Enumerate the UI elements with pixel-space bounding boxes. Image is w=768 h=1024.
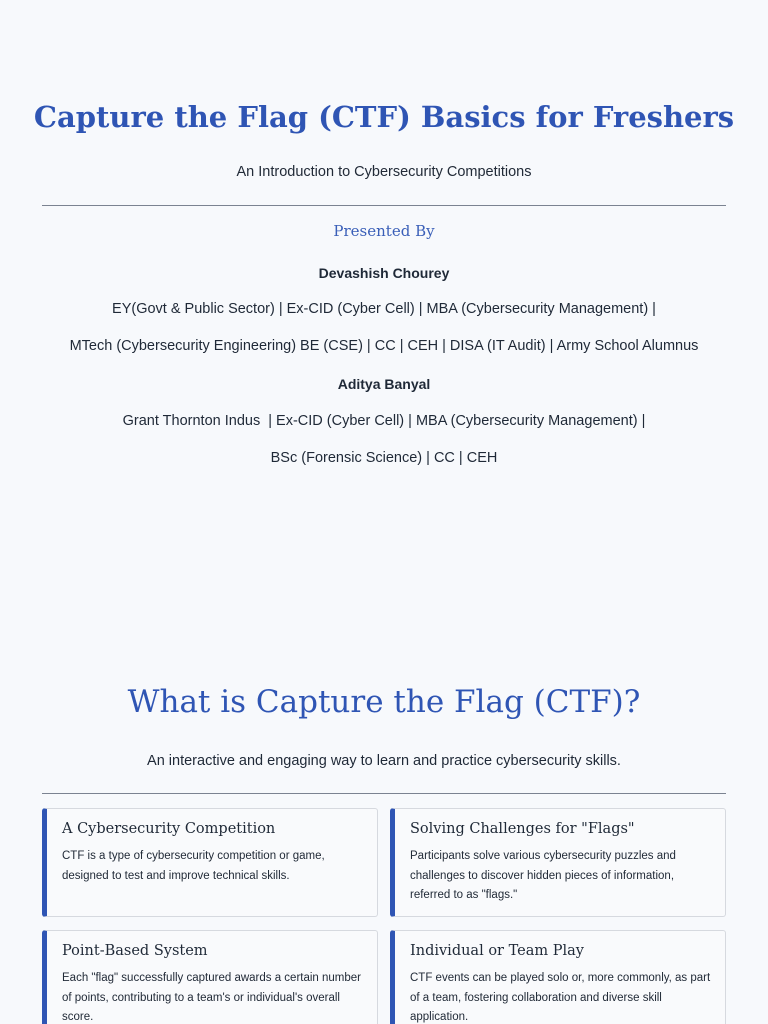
presenter-name: Aditya Banyal xyxy=(337,376,431,392)
presenter-credentials: EY(Govt & Public Sector) | Ex-CID (Cyber Cell) | MBA (Cybersecurity Management) | xyxy=(112,301,656,317)
card-text: Each "flag" successfully captured awards a certain number of points, contributing to a team's or individual's overall score. xyxy=(62,972,362,1023)
divider xyxy=(42,205,726,206)
presenter-name: Devashish Chourey xyxy=(318,265,450,281)
slide-title: What is Capture the Flag (CTF)? xyxy=(127,684,641,720)
presented-by-label: Presented By xyxy=(333,222,435,240)
card-text: Participants solve various cybersecurity puzzles and challenges to discover hidden pieces of information, referred to as "flags." xyxy=(410,850,676,901)
info-card xyxy=(390,808,726,917)
card-title: Point-Based System xyxy=(62,943,208,959)
divider xyxy=(42,793,726,794)
card-text: CTF events can be played solo or, more commonly, as part of a team, fostering collaboration and diverse skill application. xyxy=(410,972,711,1023)
slide-title: Capture the Flag (CTF) Basics for Freshers xyxy=(33,100,735,134)
info-card xyxy=(390,930,726,1024)
card-title: A Cybersecurity Competition xyxy=(62,821,276,837)
info-card xyxy=(42,808,378,917)
card-title: Individual or Team Play xyxy=(410,943,584,959)
presenter-credentials: MTech (Cybersecurity Engineering) BE (CSE) | CC | CEH | DISA (IT Audit) | Army School Alumnus xyxy=(69,338,699,354)
presenter-credentials: Grant Thornton Indus | Ex-CID (Cyber Cell) | MBA (Cybersecurity Management) | xyxy=(122,413,646,429)
info-card xyxy=(42,930,378,1024)
card-title: Solving Challenges for "Flags" xyxy=(410,821,635,837)
slide-subtitle: An Introduction to Cybersecurity Competitions xyxy=(236,164,532,180)
presenter-credentials: BSc (Forensic Science) | CC | CEH xyxy=(270,450,498,466)
card-text: CTF is a type of cybersecurity competition or game, designed to test and improve technical skills. xyxy=(62,850,325,882)
slide-subtitle: An interactive and engaging way to learn and practice cybersecurity skills. xyxy=(147,753,621,769)
